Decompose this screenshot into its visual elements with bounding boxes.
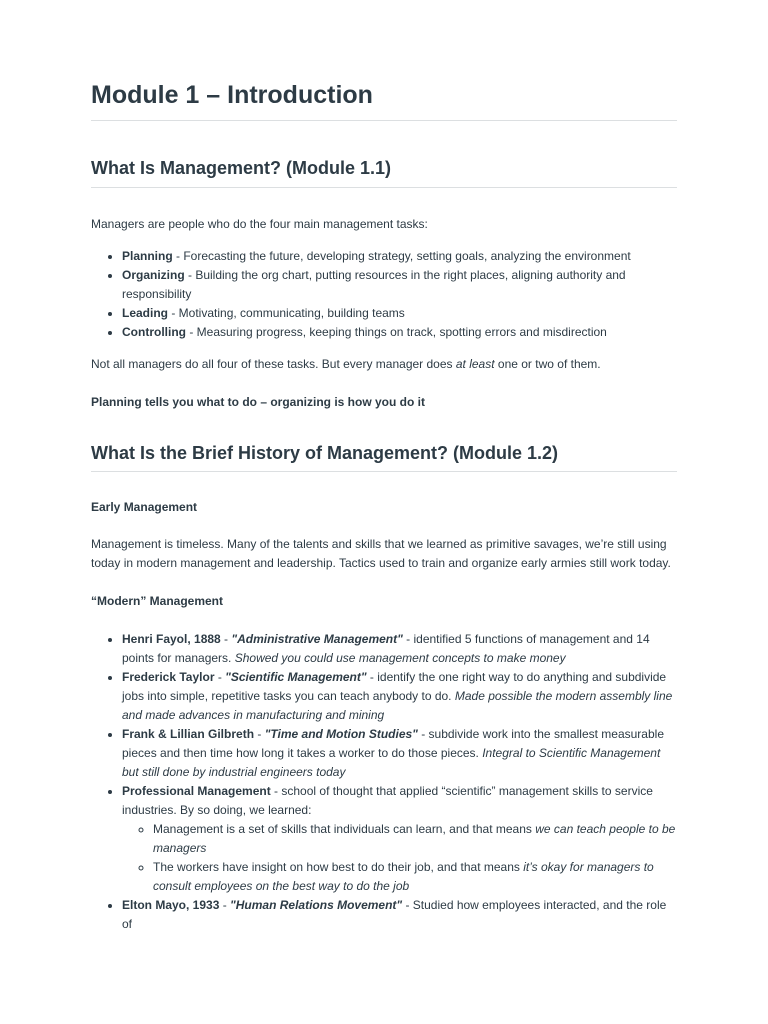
list-item-fayol	[122, 630, 677, 668]
subheading-early-management	[91, 498, 677, 517]
task-description: - Building the org chart, putting resources in the right places, aligning authority and responsibility	[122, 267, 626, 301]
list-item-controlling	[122, 323, 677, 342]
item-note: Integral to Scientific Management but still done by industrial engineers today	[122, 746, 661, 780]
sub-list-item	[153, 820, 677, 858]
item-separator: -	[219, 898, 231, 913]
task-term: Planning	[122, 248, 173, 263]
note-text: Not all managers do all four of these tasks. But every manager does	[91, 356, 456, 371]
task-description: - Motivating, communicating, building teams	[168, 305, 405, 320]
task-term: Leading	[122, 305, 169, 320]
item-description: - subdivide work into the smallest measurable pieces and then time how long it takes a worker to do those pieces.	[122, 727, 664, 761]
item-note: Made possible the modern assembly line and made advances in manufacturing and mining	[122, 689, 673, 723]
management-tasks-list	[91, 247, 677, 342]
sub-item-emphasis: it’s okay for managers to consult employees on the best way to do the job	[153, 860, 654, 894]
item-name: Frank & Lillian Gilbreth	[122, 727, 255, 742]
item-separator: -	[254, 727, 265, 742]
section-heading-history: What Is the Brief History of Management? (Module 1.2)	[91, 442, 677, 472]
list-item-taylor	[122, 668, 677, 725]
sub-list-item	[153, 858, 677, 896]
item-description: - school of thought that applied “scientific” management skills to service industries. By so doing, we learned:	[122, 784, 653, 818]
task-term: Organizing	[122, 267, 185, 282]
sub-item-text: Management is a set of skills that individuals can learn, and that means	[153, 822, 536, 837]
item-separator: -	[214, 670, 226, 685]
managers-note-paragraph	[91, 355, 677, 374]
list-item-leading	[122, 304, 677, 323]
item-name: Frederick Taylor	[122, 670, 215, 685]
list-item-organizing	[122, 266, 677, 304]
item-work-strong	[265, 727, 418, 741]
note-emphasis: at least	[455, 356, 495, 371]
list-item-mayo	[122, 896, 677, 934]
document-content	[91, 80, 677, 934]
item-work: "Time and Motion Studies"	[264, 727, 418, 742]
item-separator: -	[220, 632, 232, 647]
section-heading-what-is-management: What Is Management? (Module 1.1)	[91, 157, 677, 187]
sub-item-text: The workers have insight on how best to do their job, and that means	[153, 860, 524, 875]
item-note: Showed you could use management concepts to make money	[234, 651, 566, 666]
history-list	[91, 630, 677, 934]
item-description: - Studied how employees interacted, and the role of	[122, 898, 667, 932]
list-item-gilbreth	[122, 725, 677, 782]
item-work: "Administrative Management"	[231, 632, 403, 647]
item-description: - identify the one right way to do anything and subdivide jobs into simple, repetitive tasks you can teach anybody to do.	[122, 670, 667, 704]
item-work: "Scientific Management"	[225, 670, 367, 685]
item-name: Henri Fayol, 1888	[122, 632, 221, 647]
page-title: Module 1 – Introduction	[91, 80, 677, 121]
item-name: Elton Mayo, 1933	[122, 898, 220, 913]
item-work-strong	[225, 670, 366, 684]
list-item-planning	[122, 247, 677, 266]
item-name: Professional Management	[122, 784, 271, 799]
task-description: - Measuring progress, keeping things on track, spotting errors and misdirection	[185, 324, 607, 339]
item-work: "Human Relations Movement"	[230, 898, 403, 913]
task-term: Controlling	[122, 324, 186, 339]
early-management-paragraph: Management is timeless. Many of the talents and skills that we learned as primitive savages, we’re still using today in modern management and leadership. Tactics used to train and organize early armies still work today.	[91, 537, 671, 571]
task-description: - Forecasting the future, developing strategy, setting goals, analyzing the environment	[172, 248, 631, 263]
sub-list	[122, 820, 677, 896]
subheading-modern-management	[91, 592, 677, 611]
sub-item-emphasis: we can teach people to be managers	[153, 822, 676, 856]
subheading-text: Early Management	[91, 500, 198, 515]
list-item-professional-management	[122, 782, 677, 896]
note-text-end: one or two of them.	[494, 356, 601, 371]
tagline-paragraph	[91, 393, 677, 412]
item-work-strong	[230, 898, 402, 912]
tagline: Planning tells you what to do – organizing is how you do it	[91, 394, 426, 409]
subheading-text: “Modern” Management	[91, 594, 224, 609]
item-description: - identified 5 functions of management and 14 points for managers.	[122, 632, 650, 666]
intro-paragraph: Managers are people who do the four main management tasks:	[91, 216, 428, 231]
item-work-strong	[231, 632, 402, 646]
